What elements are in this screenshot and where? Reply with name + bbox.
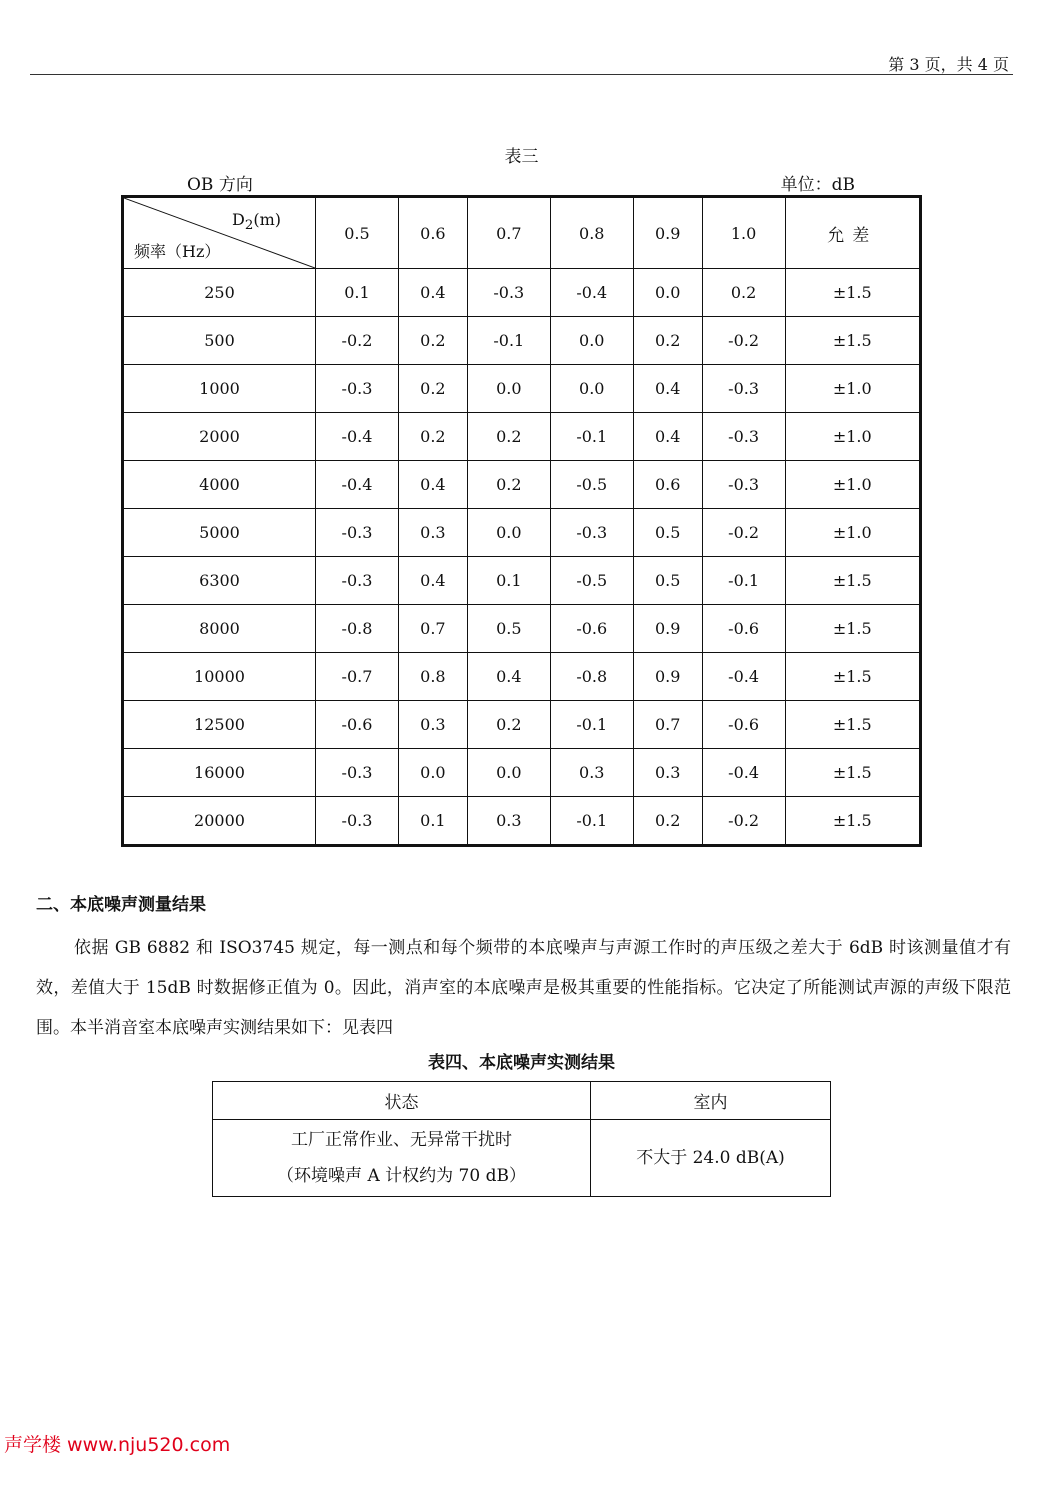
value-cell: -0.3 bbox=[702, 365, 785, 413]
value-cell: 0.4 bbox=[398, 557, 467, 605]
table3-row bbox=[123, 605, 921, 653]
table3-row bbox=[123, 701, 921, 749]
value-cell: -0.4 bbox=[702, 653, 785, 701]
col-header: 0.8 bbox=[550, 197, 633, 269]
tolerance-header: 允差 bbox=[785, 197, 920, 269]
header-rule bbox=[30, 74, 1013, 75]
table3-row bbox=[123, 653, 921, 701]
value-cell: 0.2 bbox=[398, 317, 467, 365]
table4-state-cell bbox=[213, 1120, 591, 1197]
table4-header-row bbox=[213, 1082, 831, 1120]
value-cell: 0.7 bbox=[633, 701, 702, 749]
value-cell: -0.2 bbox=[316, 317, 399, 365]
value-cell: -0.4 bbox=[316, 461, 399, 509]
value-cell: -0.2 bbox=[702, 797, 785, 846]
value-cell: 0.8 bbox=[398, 653, 467, 701]
value-cell: -0.1 bbox=[550, 797, 633, 846]
tolerance-cell: ±1.0 bbox=[785, 413, 920, 461]
value-cell: 0.9 bbox=[633, 653, 702, 701]
value-cell: -0.2 bbox=[702, 509, 785, 557]
value-cell: 0.3 bbox=[633, 749, 702, 797]
tolerance-cell: ±1.0 bbox=[785, 365, 920, 413]
value-cell: 0.0 bbox=[398, 749, 467, 797]
freq-cell: 2000 bbox=[123, 413, 316, 461]
table3-row bbox=[123, 413, 921, 461]
table4-caption: 表四、本底噪声实测结果 bbox=[428, 1053, 615, 1073]
value-cell: 0.4 bbox=[467, 653, 550, 701]
value-cell: 0.4 bbox=[398, 461, 467, 509]
tolerance-cell: ±1.5 bbox=[785, 605, 920, 653]
table3-meta bbox=[187, 170, 855, 195]
value-cell: 0.2 bbox=[702, 269, 785, 317]
value-cell: -0.4 bbox=[550, 269, 633, 317]
tolerance-cell: ±1.5 bbox=[785, 557, 920, 605]
freq-cell: 12500 bbox=[123, 701, 316, 749]
col-header: 0.9 bbox=[633, 197, 702, 269]
value-cell: -0.1 bbox=[550, 701, 633, 749]
value-cell: 0.2 bbox=[467, 461, 550, 509]
tolerance-cell: ±1.0 bbox=[785, 461, 920, 509]
value-cell: 0.1 bbox=[467, 557, 550, 605]
value-cell: 0.4 bbox=[633, 365, 702, 413]
value-cell: 0.4 bbox=[398, 269, 467, 317]
value-cell: 0.1 bbox=[398, 797, 467, 846]
value-cell: -0.6 bbox=[550, 605, 633, 653]
tolerance-cell: ±1.5 bbox=[785, 317, 920, 365]
value-cell: -0.3 bbox=[702, 461, 785, 509]
value-cell: -0.5 bbox=[550, 461, 633, 509]
value-cell: -0.6 bbox=[702, 605, 785, 653]
value-cell: 0.0 bbox=[467, 749, 550, 797]
tolerance-cell: ±1.5 bbox=[785, 797, 920, 846]
value-cell: -0.3 bbox=[316, 557, 399, 605]
value-cell: -0.3 bbox=[702, 413, 785, 461]
freq-cell: 10000 bbox=[123, 653, 316, 701]
value-cell: 0.5 bbox=[633, 509, 702, 557]
table3-row bbox=[123, 365, 921, 413]
table4-state-line1: 工厂正常作业、无异常干扰时 bbox=[291, 1130, 512, 1150]
value-cell: 0.5 bbox=[633, 557, 702, 605]
value-cell: -0.3 bbox=[316, 509, 399, 557]
value-cell: 0.3 bbox=[550, 749, 633, 797]
value-cell: 0.2 bbox=[398, 413, 467, 461]
value-cell: 0.6 bbox=[633, 461, 702, 509]
col-header: 0.6 bbox=[398, 197, 467, 269]
value-cell: -0.7 bbox=[316, 653, 399, 701]
table3-row bbox=[123, 269, 921, 317]
corner-top-label: $D_2(m)$ bbox=[232, 210, 281, 234]
tolerance-cell: ±1.5 bbox=[785, 653, 920, 701]
value-cell: 0.4 bbox=[633, 413, 702, 461]
value-cell: -0.5 bbox=[550, 557, 633, 605]
table3-row bbox=[123, 797, 921, 846]
table4-header-indoor: 室内 bbox=[591, 1082, 831, 1120]
table4 bbox=[212, 1081, 831, 1197]
tolerance-cell: ±1.5 bbox=[785, 749, 920, 797]
table4-row bbox=[213, 1120, 831, 1197]
value-cell: 0.2 bbox=[467, 413, 550, 461]
table3-caption: 表三 bbox=[504, 147, 539, 167]
value-cell: -0.3 bbox=[316, 749, 399, 797]
value-cell: 0.2 bbox=[633, 797, 702, 846]
tolerance-cell: ±1.0 bbox=[785, 509, 920, 557]
value-cell: -0.1 bbox=[467, 317, 550, 365]
table3-unit: 单位：dB bbox=[780, 175, 855, 195]
section2-paragraph: 依据 GB 6882 和 ISO3745 规定，每一测点和每个频带的本底噪声与声源工作时的声压级之差大于 6dB 时该测量值才有效，差值大于 15dB 时数据修正值为 0。因此，消声室的本底噪声是极其重要的性能指标。它决定了所能测试声源的声级下限范围。本半消音室本底噪声实测结果如下：见表四 bbox=[36, 938, 1011, 1038]
value-cell: -0.4 bbox=[702, 749, 785, 797]
freq-cell: 8000 bbox=[123, 605, 316, 653]
table3-header-row bbox=[123, 197, 921, 269]
freq-cell: 250 bbox=[123, 269, 316, 317]
freq-cell: 5000 bbox=[123, 509, 316, 557]
value-cell: 0.0 bbox=[467, 365, 550, 413]
value-cell: 0.3 bbox=[398, 701, 467, 749]
corner-bottom-label: 频率（Hz） bbox=[134, 242, 221, 261]
value-cell: -0.1 bbox=[702, 557, 785, 605]
freq-cell: 4000 bbox=[123, 461, 316, 509]
tolerance-cell: ±1.5 bbox=[785, 701, 920, 749]
value-cell: 0.3 bbox=[398, 509, 467, 557]
freq-cell: 1000 bbox=[123, 365, 316, 413]
value-cell: 0.7 bbox=[398, 605, 467, 653]
value-cell: -0.8 bbox=[316, 605, 399, 653]
table4-header-state: 状态 bbox=[213, 1082, 591, 1120]
value-cell: -0.6 bbox=[702, 701, 785, 749]
value-cell: -0.3 bbox=[316, 797, 399, 846]
value-cell: -0.3 bbox=[467, 269, 550, 317]
value-cell: -0.3 bbox=[550, 509, 633, 557]
value-cell: 0.0 bbox=[467, 509, 550, 557]
table3 bbox=[121, 195, 922, 847]
section2-title: 二、本底噪声测量结果 bbox=[36, 895, 206, 915]
value-cell: 0.2 bbox=[467, 701, 550, 749]
table3-row bbox=[123, 749, 921, 797]
value-cell: -0.3 bbox=[316, 365, 399, 413]
table3-row bbox=[123, 317, 921, 365]
col-header: 1.0 bbox=[702, 197, 785, 269]
watermark: 声学楼 www.nju520.com bbox=[4, 1434, 231, 1456]
value-cell: 0.0 bbox=[550, 365, 633, 413]
table3-row bbox=[123, 461, 921, 509]
col-header: 0.5 bbox=[316, 197, 399, 269]
value-cell: 0.2 bbox=[398, 365, 467, 413]
value-cell: -0.6 bbox=[316, 701, 399, 749]
tolerance-cell: ±1.5 bbox=[785, 269, 920, 317]
value-cell: 0.0 bbox=[633, 269, 702, 317]
value-cell: 0.2 bbox=[633, 317, 702, 365]
table4-indoor-value: 不大于 24.0 dB(A) bbox=[591, 1120, 831, 1197]
col-header: 0.7 bbox=[467, 197, 550, 269]
page-indicator: 第 3 页，共 4 页 bbox=[888, 55, 1009, 74]
value-cell: 0.0 bbox=[550, 317, 633, 365]
freq-cell: 16000 bbox=[123, 749, 316, 797]
value-cell: 0.1 bbox=[316, 269, 399, 317]
freq-cell: 6300 bbox=[123, 557, 316, 605]
value-cell: -0.2 bbox=[702, 317, 785, 365]
freq-cell: 20000 bbox=[123, 797, 316, 846]
value-cell: 0.3 bbox=[467, 797, 550, 846]
value-cell: -0.8 bbox=[550, 653, 633, 701]
table3-row bbox=[123, 509, 921, 557]
value-cell: 0.5 bbox=[467, 605, 550, 653]
table3-row bbox=[123, 557, 921, 605]
table3-direction: OB 方向 bbox=[187, 175, 253, 195]
table4-state-line2: （环境噪声 A 计权约为 70 dB） bbox=[277, 1166, 526, 1186]
value-cell: -0.4 bbox=[316, 413, 399, 461]
value-cell: 0.9 bbox=[633, 605, 702, 653]
table3-corner-cell bbox=[123, 197, 316, 269]
freq-cell: 500 bbox=[123, 317, 316, 365]
value-cell: -0.1 bbox=[550, 413, 633, 461]
